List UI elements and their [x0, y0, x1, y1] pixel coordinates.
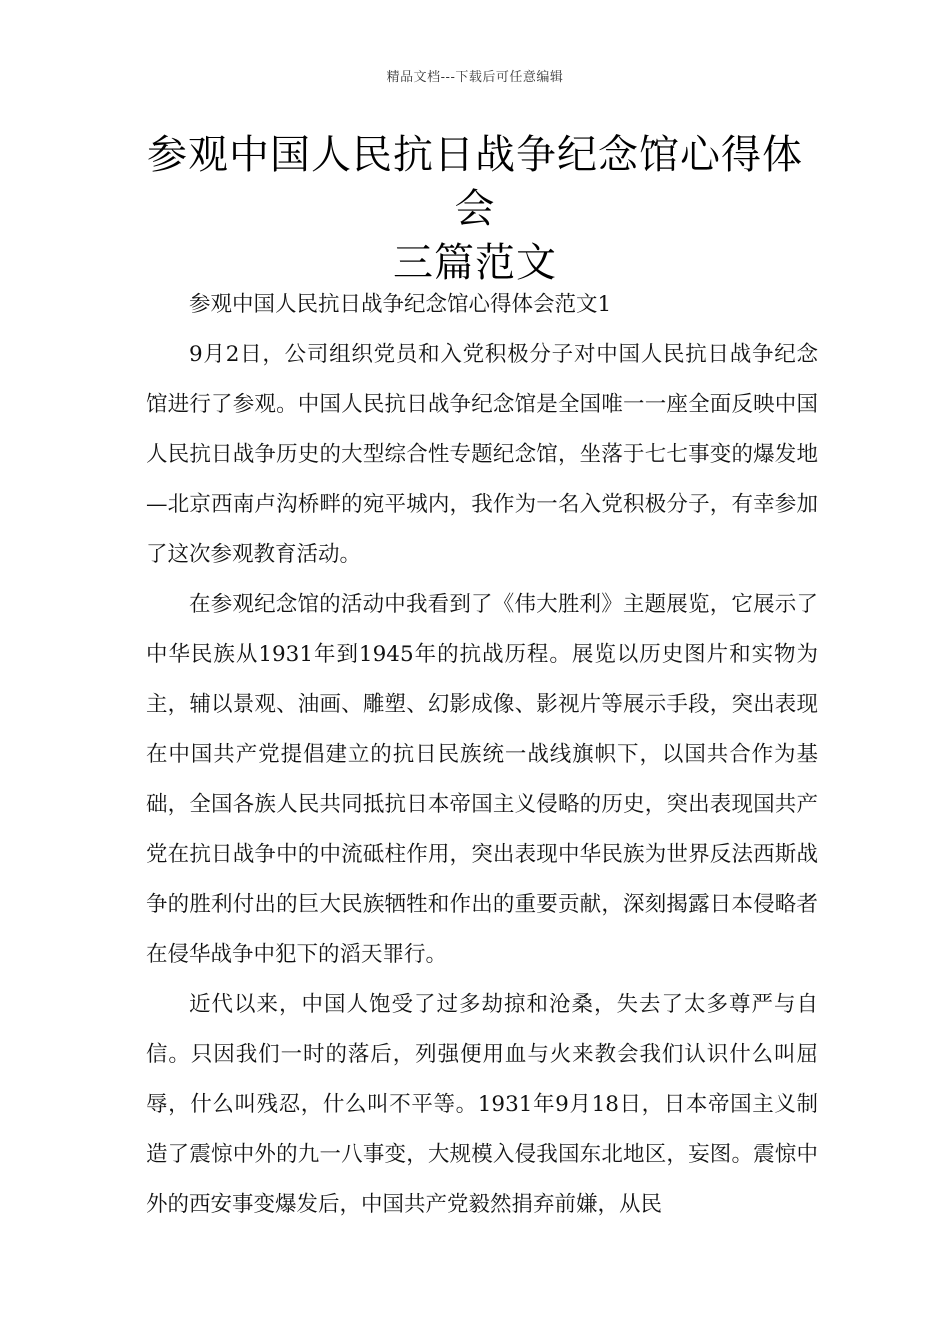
paragraph: 近代以来，中国人饱受了过多劫掠和沧桑，失去了太多尊严与自信。只因我们一时的落后，列强便用血与火来教会我们认识什么叫屈辱，什么叫残忍，什么叫不平等。1931年9月18日，日本帝国主义制造了震惊中外的九一八事变，大规模入侵我国东北地区，妄图。震惊中外的西安事变爆发后，中国共产党毅然捐弃前嫌，从民 [146, 992, 818, 1217]
title-line-2: 三篇范文 [393, 240, 557, 286]
document-title [130, 128, 820, 290]
section-heading: 参观中国人民抗日战争纪念馆心得体会范文1 [189, 292, 612, 317]
paragraph: 9月2日，公司组织党员和入党积极分子对中国人民抗日战争纪念馆进行了参观。中国人民抗日战争纪念馆是全国唯一一座全面反映中国人民抗日战争历史的大型综合性专题纪念馆，坐落于七七事变的爆发地—北京西南卢沟桥畔的宛平城内，我作为一名入党积极分子，有幸参加了这次参观教育活动。 [146, 342, 818, 567]
document-body [146, 280, 818, 1230]
header-note: 精品文档---下载后可任意编辑 [386, 70, 564, 85]
paragraph: 在参观纪念馆的活动中我看到了《伟大胜利》主题展览，它展示了中华民族从1931年到1945年的抗战历程。展览以历史图片和实物为主，辅以景观、油画、雕塑、幻影成像、影视片等展示手段，突出表现在中国共产党提倡建立的抗日民族统一战线旗帜下，以国共合作为基础，全国各族人民共同抵抗日本帝国主义侵略的历史，突出表现国共产党在抗日战争中的中流砥柱作用，突出表现中华民族为世界反法西斯战争的胜利付出的巨大民族牺牲和作出的重要贡献，深刻揭露日本侵略者在侵华战争中犯下的滔天罪行。 [146, 592, 818, 967]
title-line-1: 参观中国人民抗日战争纪念馆心得体会 [147, 132, 803, 232]
